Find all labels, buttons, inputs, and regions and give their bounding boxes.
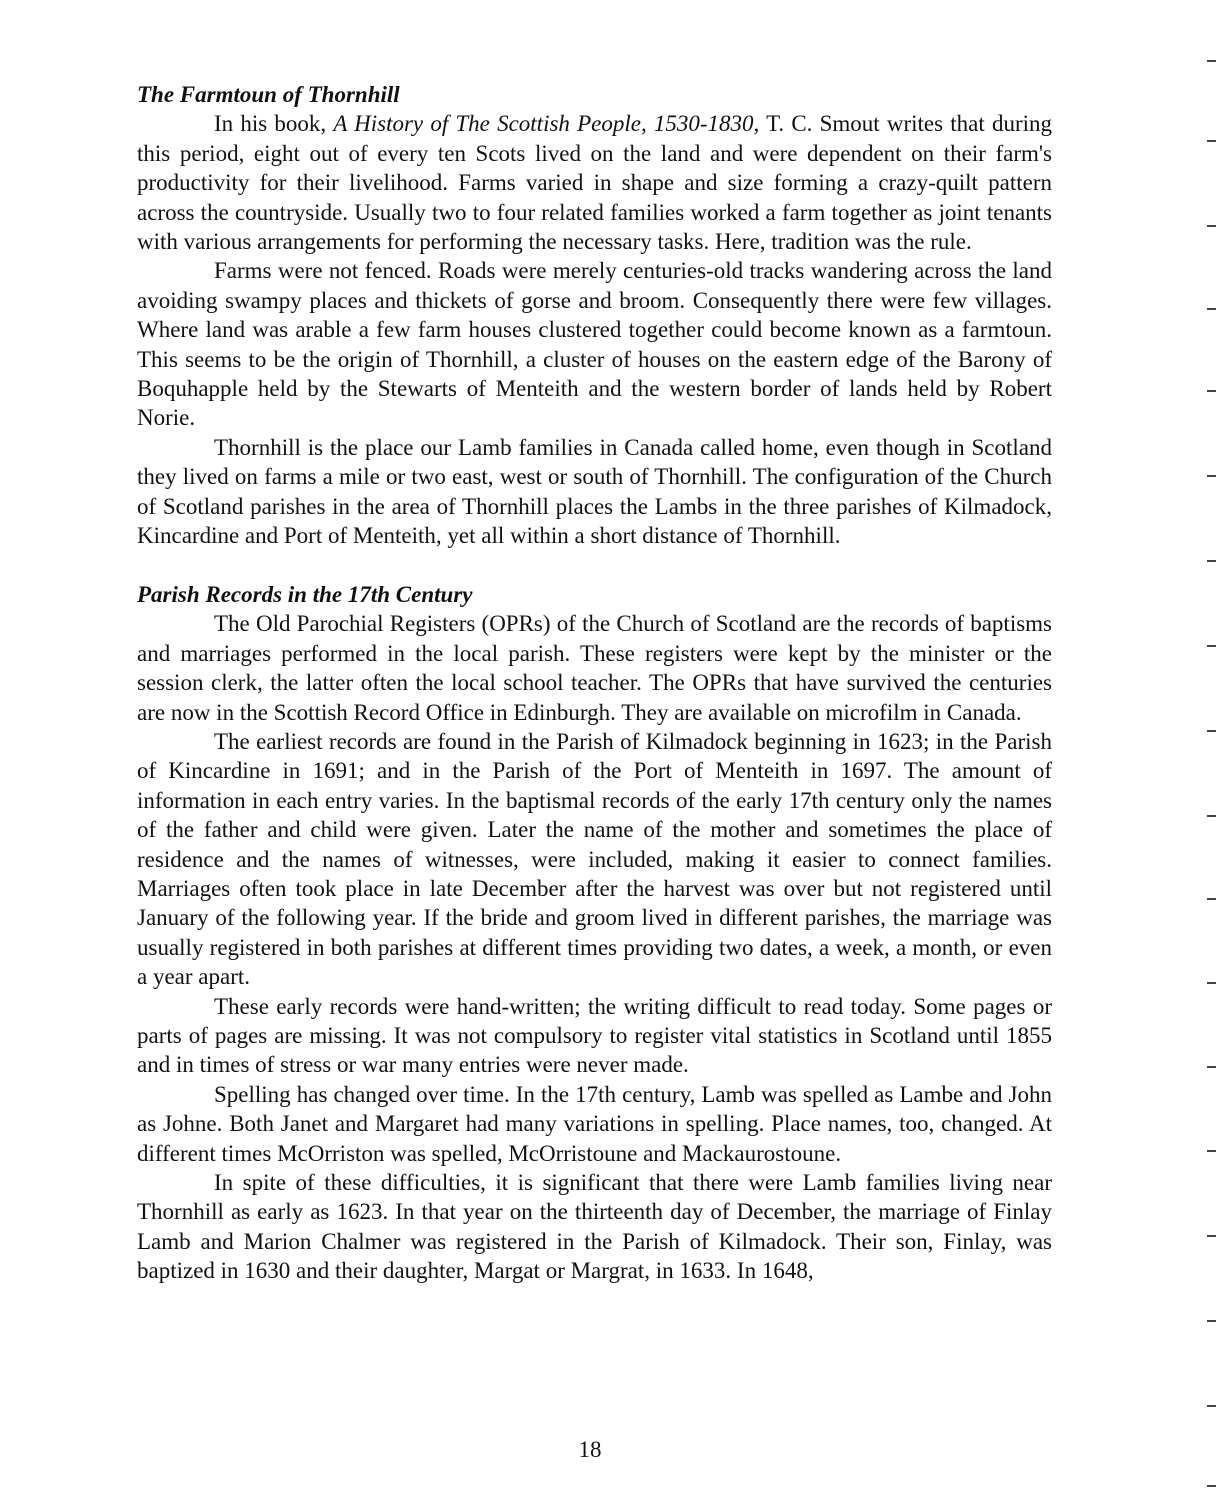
scan-edge-mark [1207, 1150, 1216, 1152]
scan-edge-mark [1207, 1405, 1216, 1407]
scan-edge-mark [1207, 390, 1216, 392]
book-title: A History of The Scottish People, 1530-1830, [333, 111, 760, 137]
scan-edge-mark [1207, 1066, 1216, 1068]
scan-edge-mark [1207, 60, 1216, 62]
scan-edge-mark [1207, 308, 1216, 310]
scan-edge-mark [1207, 1485, 1216, 1487]
paragraph: Spelling has changed over time. In the 17th century, Lamb was spelled as Lambe and John as Johne. Both Janet and Margaret had many variations in spelling. Place names, too, changed. At different times McOrriston was spelled, McOrristoune and Mackaurostoune. [137, 1081, 1052, 1166]
scan-edge-mark [1207, 982, 1216, 984]
scan-edge-mark [1207, 475, 1216, 477]
paragraph [137, 109, 1052, 256]
section-heading: Parish Records in the 17th Century [137, 581, 473, 607]
scan-edge-mark [1207, 1235, 1216, 1237]
paragraph: The earliest records are found in the Parish of Kilmadock beginning in 1623; in the Parish of Kincardine in 1691; and in the Parish of the Port of Menteith in 1697. The amount of information in each entry varies. In the baptismal records of the early 17th century only the names of the father and child were given. Later the name of the mother and sometimes the place of residence and the names of witnesses, were included, making it easier to connect families. Marriages often took place in late December after the harvest was over but not registered until January of the following year. If the bride and groom lived in different parishes, the marriage was usually registered in both parishes at different times providing two dates, a week, a month, or even a year apart. [137, 728, 1052, 990]
paragraph: The Old Parochial Registers (OPRs) of the Church of Scotland are the records of baptisms and marriages performed in the local parish. These registers were kept by the minister or the session clerk, the latter often the local school teacher. The OPRs that have survived the centuries are now in the Scottish Record Office in Edinburgh. They are available on microfilm in Canada. [137, 611, 1052, 725]
paragraph-lead: In his book, [214, 111, 334, 137]
section-heading: The Farmtoun of Thornhill [137, 82, 400, 107]
section-spacer [137, 551, 1052, 580]
paragraph: Farms were not fenced. Roads were merely centuries-old tracks wandering across the land avoiding swampy places and thickets of gorse and broom. Consequently there were few villages. Where land was arable a few farm houses clustered together could become known as a farmtoun. This seems to be the origin of Thornhill, a cluster of houses on the eastern edge of the Barony of Boquhapple held by the Stewarts of Menteith and the western border of lands held by Robert Norie. [137, 258, 1052, 431]
paragraph: Thornhill is the place our Lamb families in Canada called home, even though in Scotland they lived on farms a mile or two east, west or south of Thornhill. The configuration of the Church of Scotland parishes in the area of Thornhill places the Lambs in the three parishes of Kilmadock, Kincardine and Port of Menteith, yet all within a short distance of Thornhill. [137, 434, 1052, 549]
paragraph: In spite of these difficulties, it is significant that there were Lamb families living near Thornhill as early as 1623. In that year on the thirteenth day of December, the marriage of Finlay Lamb and Marion Chalmer was registered in the Parish of Kilmadock. Their son, Finlay, was baptized in 1630 and their daughter, Margat or Margrat, in 1633. In 1648, [137, 1170, 1052, 1284]
page-number: 18 [578, 1437, 602, 1462]
scan-edge-mark [1207, 560, 1216, 562]
scan-edge-mark [1207, 815, 1216, 817]
document-page [137, 80, 1052, 1286]
scan-edge-mark [1207, 730, 1216, 732]
section-parish-records [137, 580, 1052, 1286]
scan-edge-mark [1207, 1320, 1216, 1322]
scan-edge-mark [1207, 645, 1216, 647]
scan-edge-mark [1207, 140, 1216, 142]
scan-edge-mark [1207, 225, 1216, 227]
paragraph-rest: T. C. Smout writes that during this period, eight out of every ten Scots lived on the land and were dependent on their farm's productivity for their livelihood. Farms varied in shape and size forming a crazy-quilt pattern across the countryside. Usually two to four related families worked a farm together as joint tenants with various arrangements for performing the necessary tasks. Here, tradition was the rule. [137, 111, 1052, 255]
paragraph: These early records were hand-written; the writing difficult to read today. Some pages or parts of pages are missing. It was not compulsory to register vital statistics in Scotland until 1855 and in times of stress or war many entries were never made. [137, 993, 1052, 1078]
scan-edge-mark [1207, 898, 1216, 900]
section-farmtoun [137, 80, 1052, 551]
